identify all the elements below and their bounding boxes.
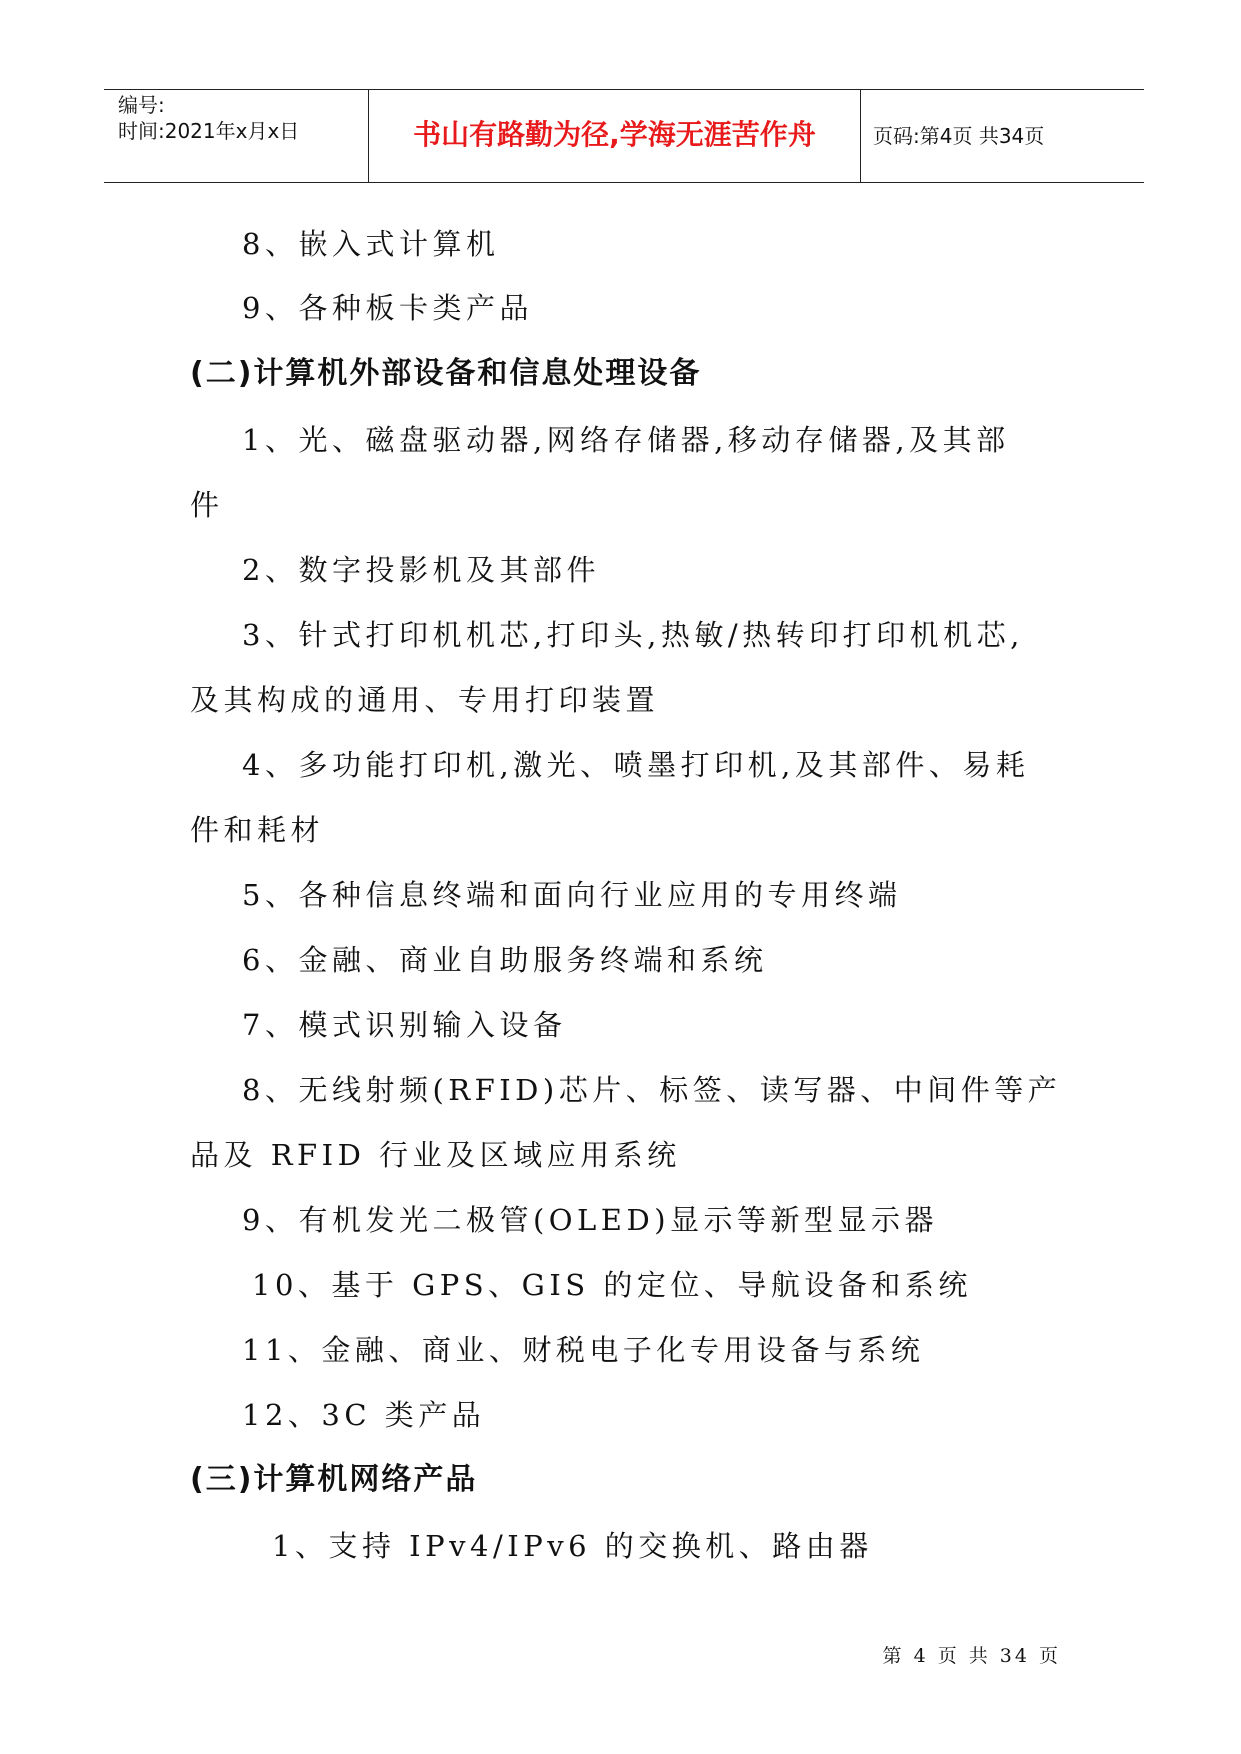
page-code: 页码:第4页 共34页	[873, 124, 1045, 148]
time-label: 时间:2021年x月x日	[118, 119, 300, 143]
list-item: 12、3C 类产品	[242, 1398, 486, 1432]
list-item-continuation: 件和耗材	[190, 813, 325, 847]
list-item: 1、光、磁盘驱动器,网络存储器,移动存储器,及其部	[242, 423, 1010, 457]
list-item-continuation: 及其构成的通用、专用打印装置	[190, 683, 660, 717]
list-item: 8、无线射频(RFID)芯片、标签、读写器、中间件等产	[242, 1073, 1062, 1107]
list-item: 9、有机发光二极管(OLED)显示等新型显示器	[242, 1203, 939, 1237]
section-heading: (三)计算机网络产品	[190, 1462, 478, 1497]
section-heading: (二)计算机外部设备和信息处理设备	[190, 356, 702, 391]
list-item: 11、金融、商业、财税电子化专用设备与系统	[242, 1333, 925, 1367]
list-item: 9、各种板卡类产品	[242, 291, 533, 325]
header-motto: 书山有路勤为径,学海无涯苦作舟	[413, 118, 816, 151]
list-item: 10、基于 GPS、GIS 的定位、导航设备和系统	[252, 1268, 972, 1302]
page-header	[104, 89, 1144, 183]
header-middle-cell	[369, 90, 861, 182]
header-right-cell	[861, 90, 1144, 182]
list-item: 6、金融、商业自助服务终端和系统	[242, 943, 768, 977]
list-item-continuation: 件	[190, 488, 224, 522]
list-item: 2、数字投影机及其部件	[242, 553, 600, 587]
list-item: 7、模式识别输入设备	[242, 1008, 567, 1042]
header-left-cell	[104, 90, 369, 182]
list-item-continuation: 品及 RFID 行业及区域应用系统	[190, 1138, 681, 1172]
serial-label: 编号:	[118, 93, 165, 117]
page-footer: 第 4 页 共 34 页	[882, 1645, 1061, 1667]
list-item: 4、多功能打印机,激光、喷墨打印机,及其部件、易耗	[242, 748, 1030, 782]
list-item: 3、针式打印机机芯,打印头,热敏/热转印打印机机芯,	[242, 618, 1024, 652]
list-item: 1、支持 IPv4/IPv6 的交换机、路由器	[272, 1529, 873, 1563]
list-item: 5、各种信息终端和面向行业应用的专用终端	[242, 878, 902, 912]
list-item: 8、嵌入式计算机	[242, 227, 500, 261]
